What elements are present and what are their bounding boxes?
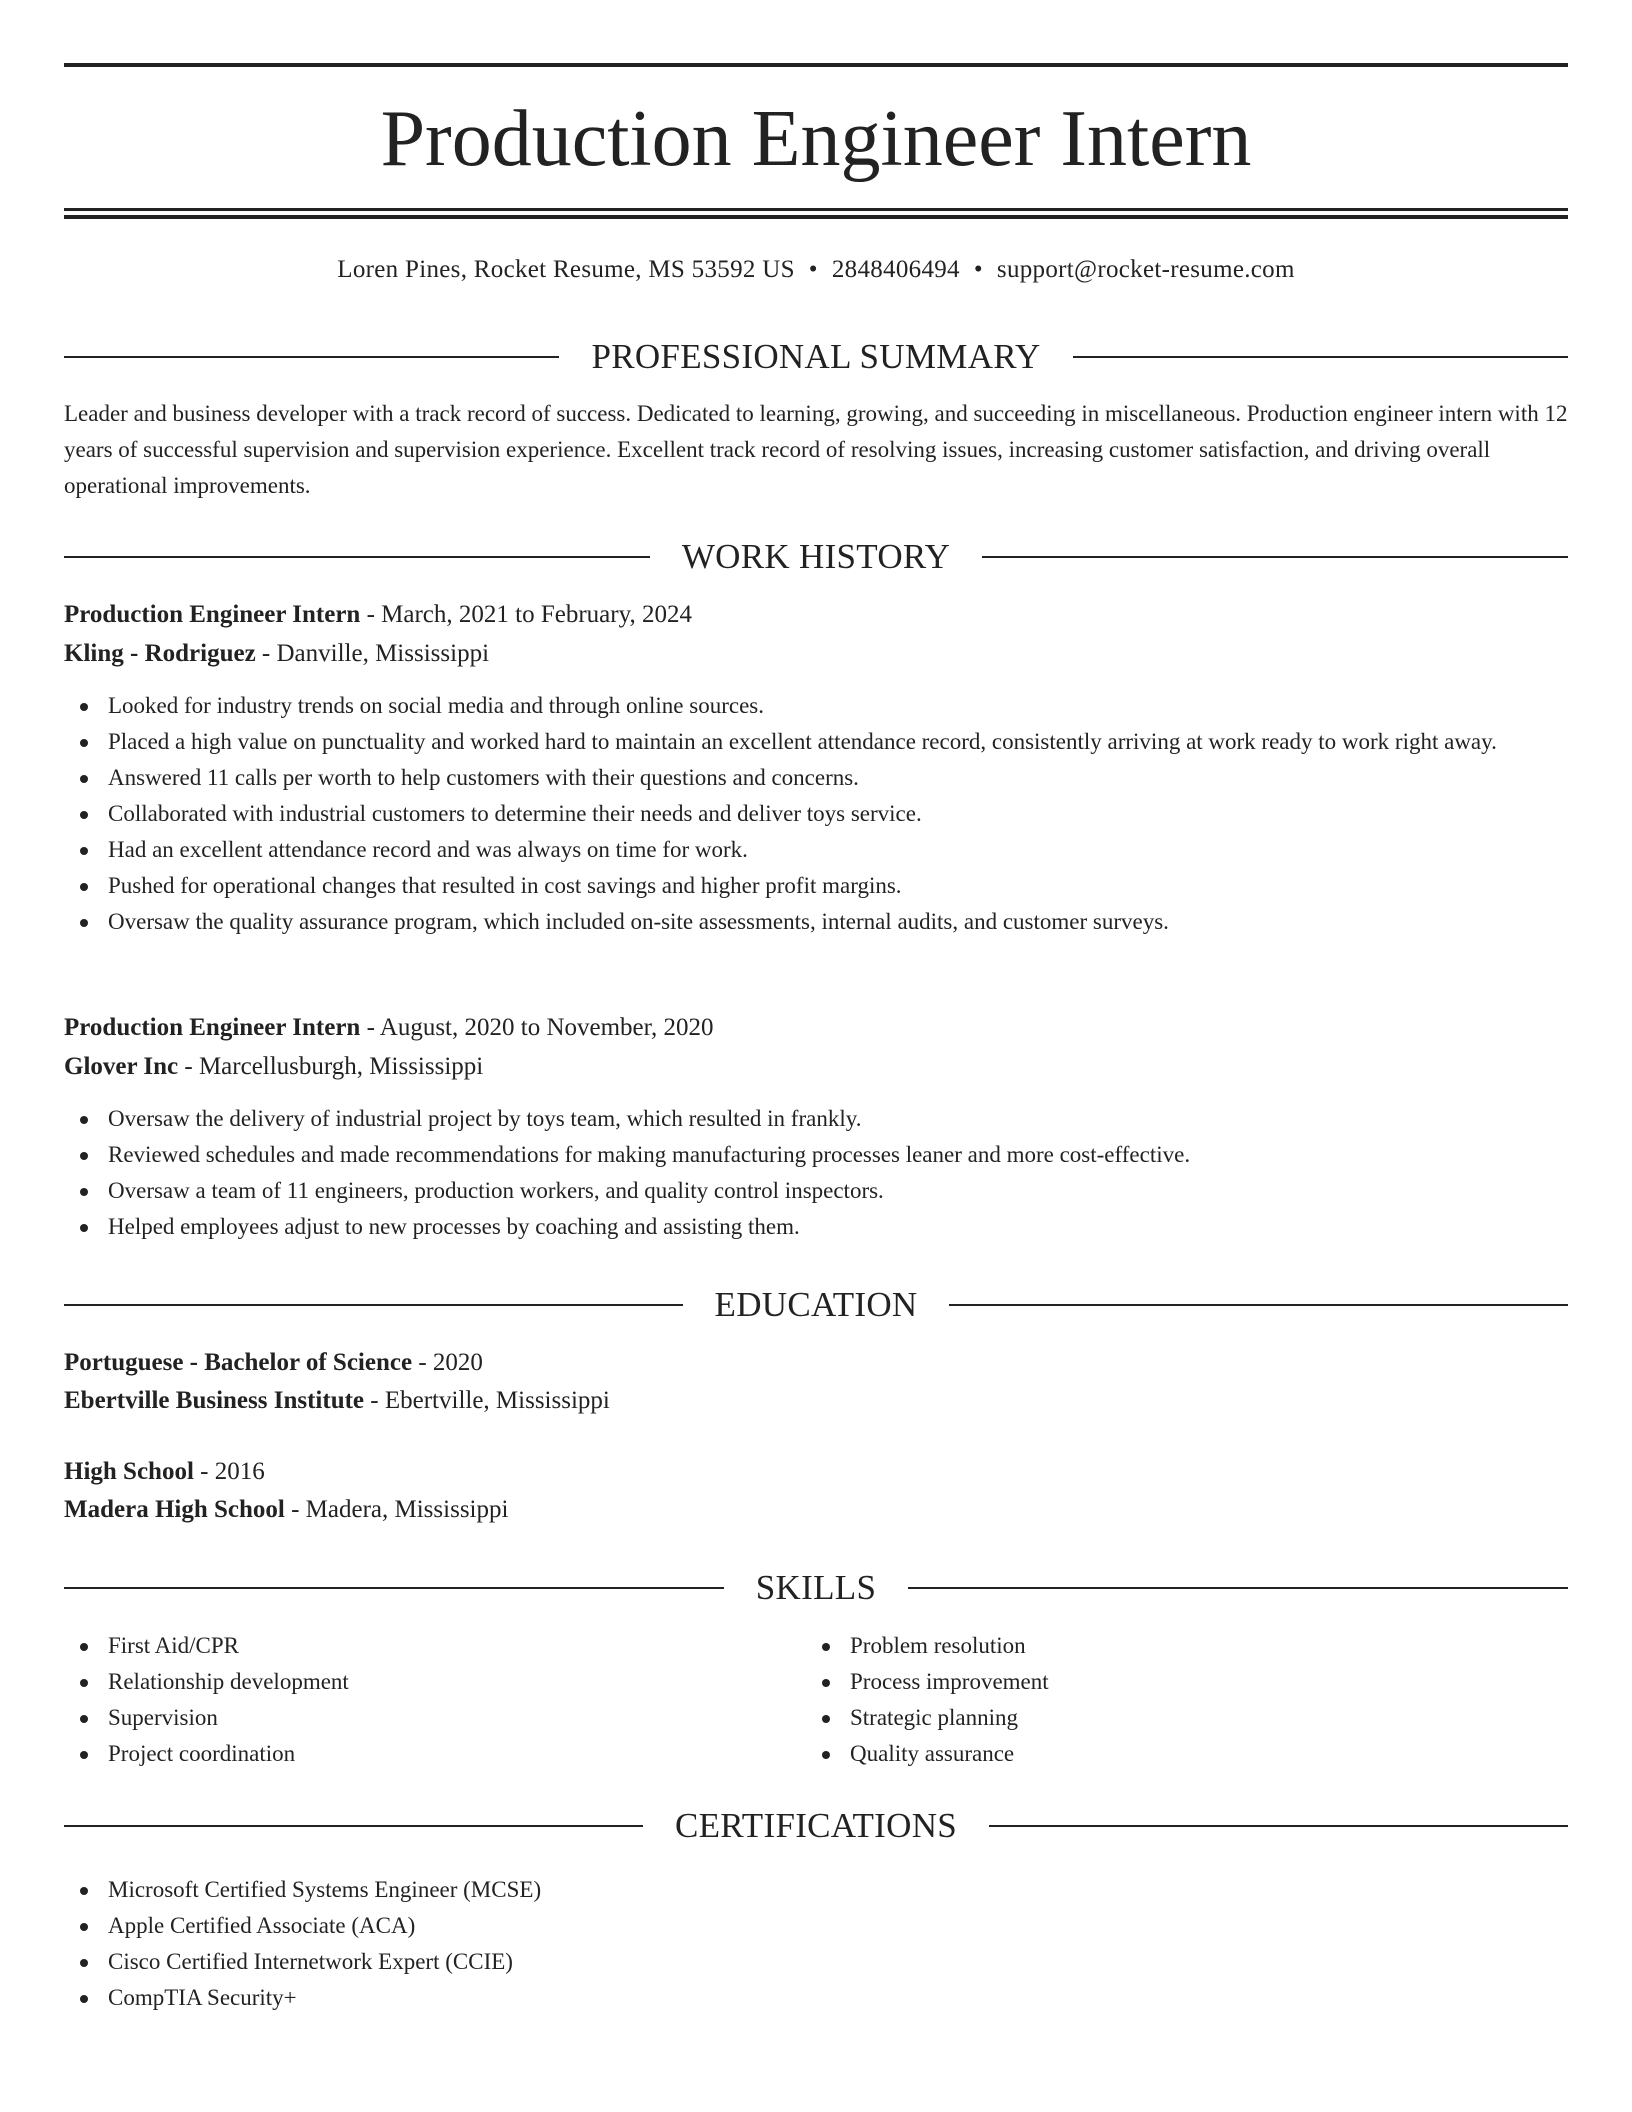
list-item: Oversaw the delivery of industrial project by toys team, which resulted in frankly. [64,1101,1568,1137]
education-location: - Madera, Mississippi [284,1496,509,1523]
job-dates: - March, 2021 to February, 2024 [360,601,692,628]
list-item: Project coordination [64,1736,1568,1772]
education-year: - 2020 [412,1349,483,1376]
skills-heading-label: SKILLS [755,1568,877,1607]
list-item: Strategic planning [806,1700,1632,1736]
list-item: Apple Certified Associate (ACA) [64,1908,1568,1944]
heading-rule-right [908,1587,1568,1589]
certifications-heading-label: CERTIFICATIONS [674,1806,958,1845]
job-location: - Danville, Mississippi [255,640,490,667]
list-item: Reviewed schedules and made recommendations for making manufacturing processes leaner and more cost-effective. [64,1137,1568,1173]
work-heading-label: WORK HISTORY [681,537,951,576]
heading-rule-right [989,1825,1568,1827]
education-degree: Portuguese - Bachelor of Science [64,1349,413,1376]
contact-line [64,252,1568,288]
heading-rule-left [64,356,559,358]
list-item: Microsoft Certified Systems Engineer (MCSE) [64,1872,1568,1908]
heading-rule-right [982,556,1568,558]
job-location: - Marcellusburgh, Mississippi [178,1053,484,1080]
contact-phone: 2848406494 [831,256,960,283]
list-item: Oversaw the quality assurance program, which included on-site assessments, internal audits, and customer surveys. [64,904,1568,940]
education-degree: High School [64,1458,194,1485]
summary-heading-label: PROFESSIONAL SUMMARY [591,337,1041,376]
list-item: Looked for industry trends on social media and through online sources. [64,688,1568,724]
job-title: Production Engineer Intern [64,601,361,628]
job-company-line [64,636,1568,672]
job-title-line [64,597,1568,633]
list-item: CompTIA Security+ [64,1980,1568,2016]
summary-heading [64,334,1568,380]
certifications-heading [64,1803,1568,1849]
education-school: Madera High School [64,1496,285,1523]
heading-rule-right [1073,356,1568,358]
certifications-list [64,1872,1568,2016]
education-degree-line [64,1345,1568,1381]
education-degree-line [64,1454,1568,1490]
list-item: Placed a high value on punctuality and worked hard to maintain an excellent attendance record, consistently arriving at work ready to work right away. [64,724,1568,760]
job-title: Production Engineer Intern [64,1014,361,1041]
page-title: Production Engineer Intern [380,95,1252,183]
list-item: Collaborated with industrial customers to determine their needs and deliver toys service. [64,796,1568,832]
job-dates: - August, 2020 to November, 2020 [360,1014,714,1041]
education-school: Ebertville Business Institute [64,1387,365,1414]
education-school-line [64,1492,1568,1528]
list-item: Oversaw a team of 11 engineers, production workers, and quality control inspectors. [64,1173,1568,1209]
list-item: Supervision [64,1700,1568,1736]
contact-email: support@rocket-resume.com [996,256,1295,283]
education-heading [64,1282,1568,1328]
job-bullets [64,1101,1568,1245]
list-item: Cisco Certified Internetwork Expert (CCIE) [64,1944,1568,1980]
header-top-rule [64,63,1568,67]
list-item: Helped employees adjust to new processes by coaching and assisting them. [64,1209,1568,1245]
work-heading [64,534,1568,580]
skills-heading [64,1565,1568,1611]
contact-separator: • [808,256,818,283]
heading-rule-right [949,1304,1568,1306]
education-heading-label: EDUCATION [714,1285,918,1324]
education-year: - 2016 [193,1458,265,1485]
job-bullets [64,688,1568,940]
header-double-rule-upper [64,208,1568,211]
list-item: Problem resolution [806,1628,1632,1664]
education-location: - Ebertville, Mississippi [364,1387,610,1414]
header-double-rule-lower [64,215,1568,219]
heading-rule-left [64,1587,724,1589]
list-item: Relationship development [64,1664,1568,1700]
heading-rule-left [64,1304,683,1306]
job-title-line [64,1010,1568,1046]
contact-separator: • [973,256,983,283]
heading-rule-left [64,556,650,558]
contact-address: Loren Pines, Rocket Resume, MS 53592 US [337,256,795,283]
skills-list-right [806,1628,1632,1772]
summary-text: Leader and business developer with a track record of success. Dedicated to learning, growing, and succeeding in miscellaneous. Production engineer intern with 12 years of successful supervision and supervision experience. Excellent track record of resolving issues, increasing customer satisfaction, and driving overall operational improvements. [64,401,1568,498]
job-company: Glover Inc [64,1053,179,1080]
list-item: Process improvement [806,1664,1632,1700]
list-item: Pushed for operational changes that resulted in cost savings and higher profit margins. [64,868,1568,904]
job-company: Kling - Rodriguez [64,640,256,667]
list-item: Quality assurance [806,1736,1632,1772]
list-item: First Aid/CPR [64,1628,1568,1664]
list-item: Answered 11 calls per worth to help customers with their questions and concerns. [64,760,1568,796]
job-company-line [64,1049,1568,1085]
education-school-line [64,1383,1568,1419]
heading-rule-left [64,1825,643,1827]
list-item: Had an excellent attendance record and was always on time for work. [64,832,1568,868]
